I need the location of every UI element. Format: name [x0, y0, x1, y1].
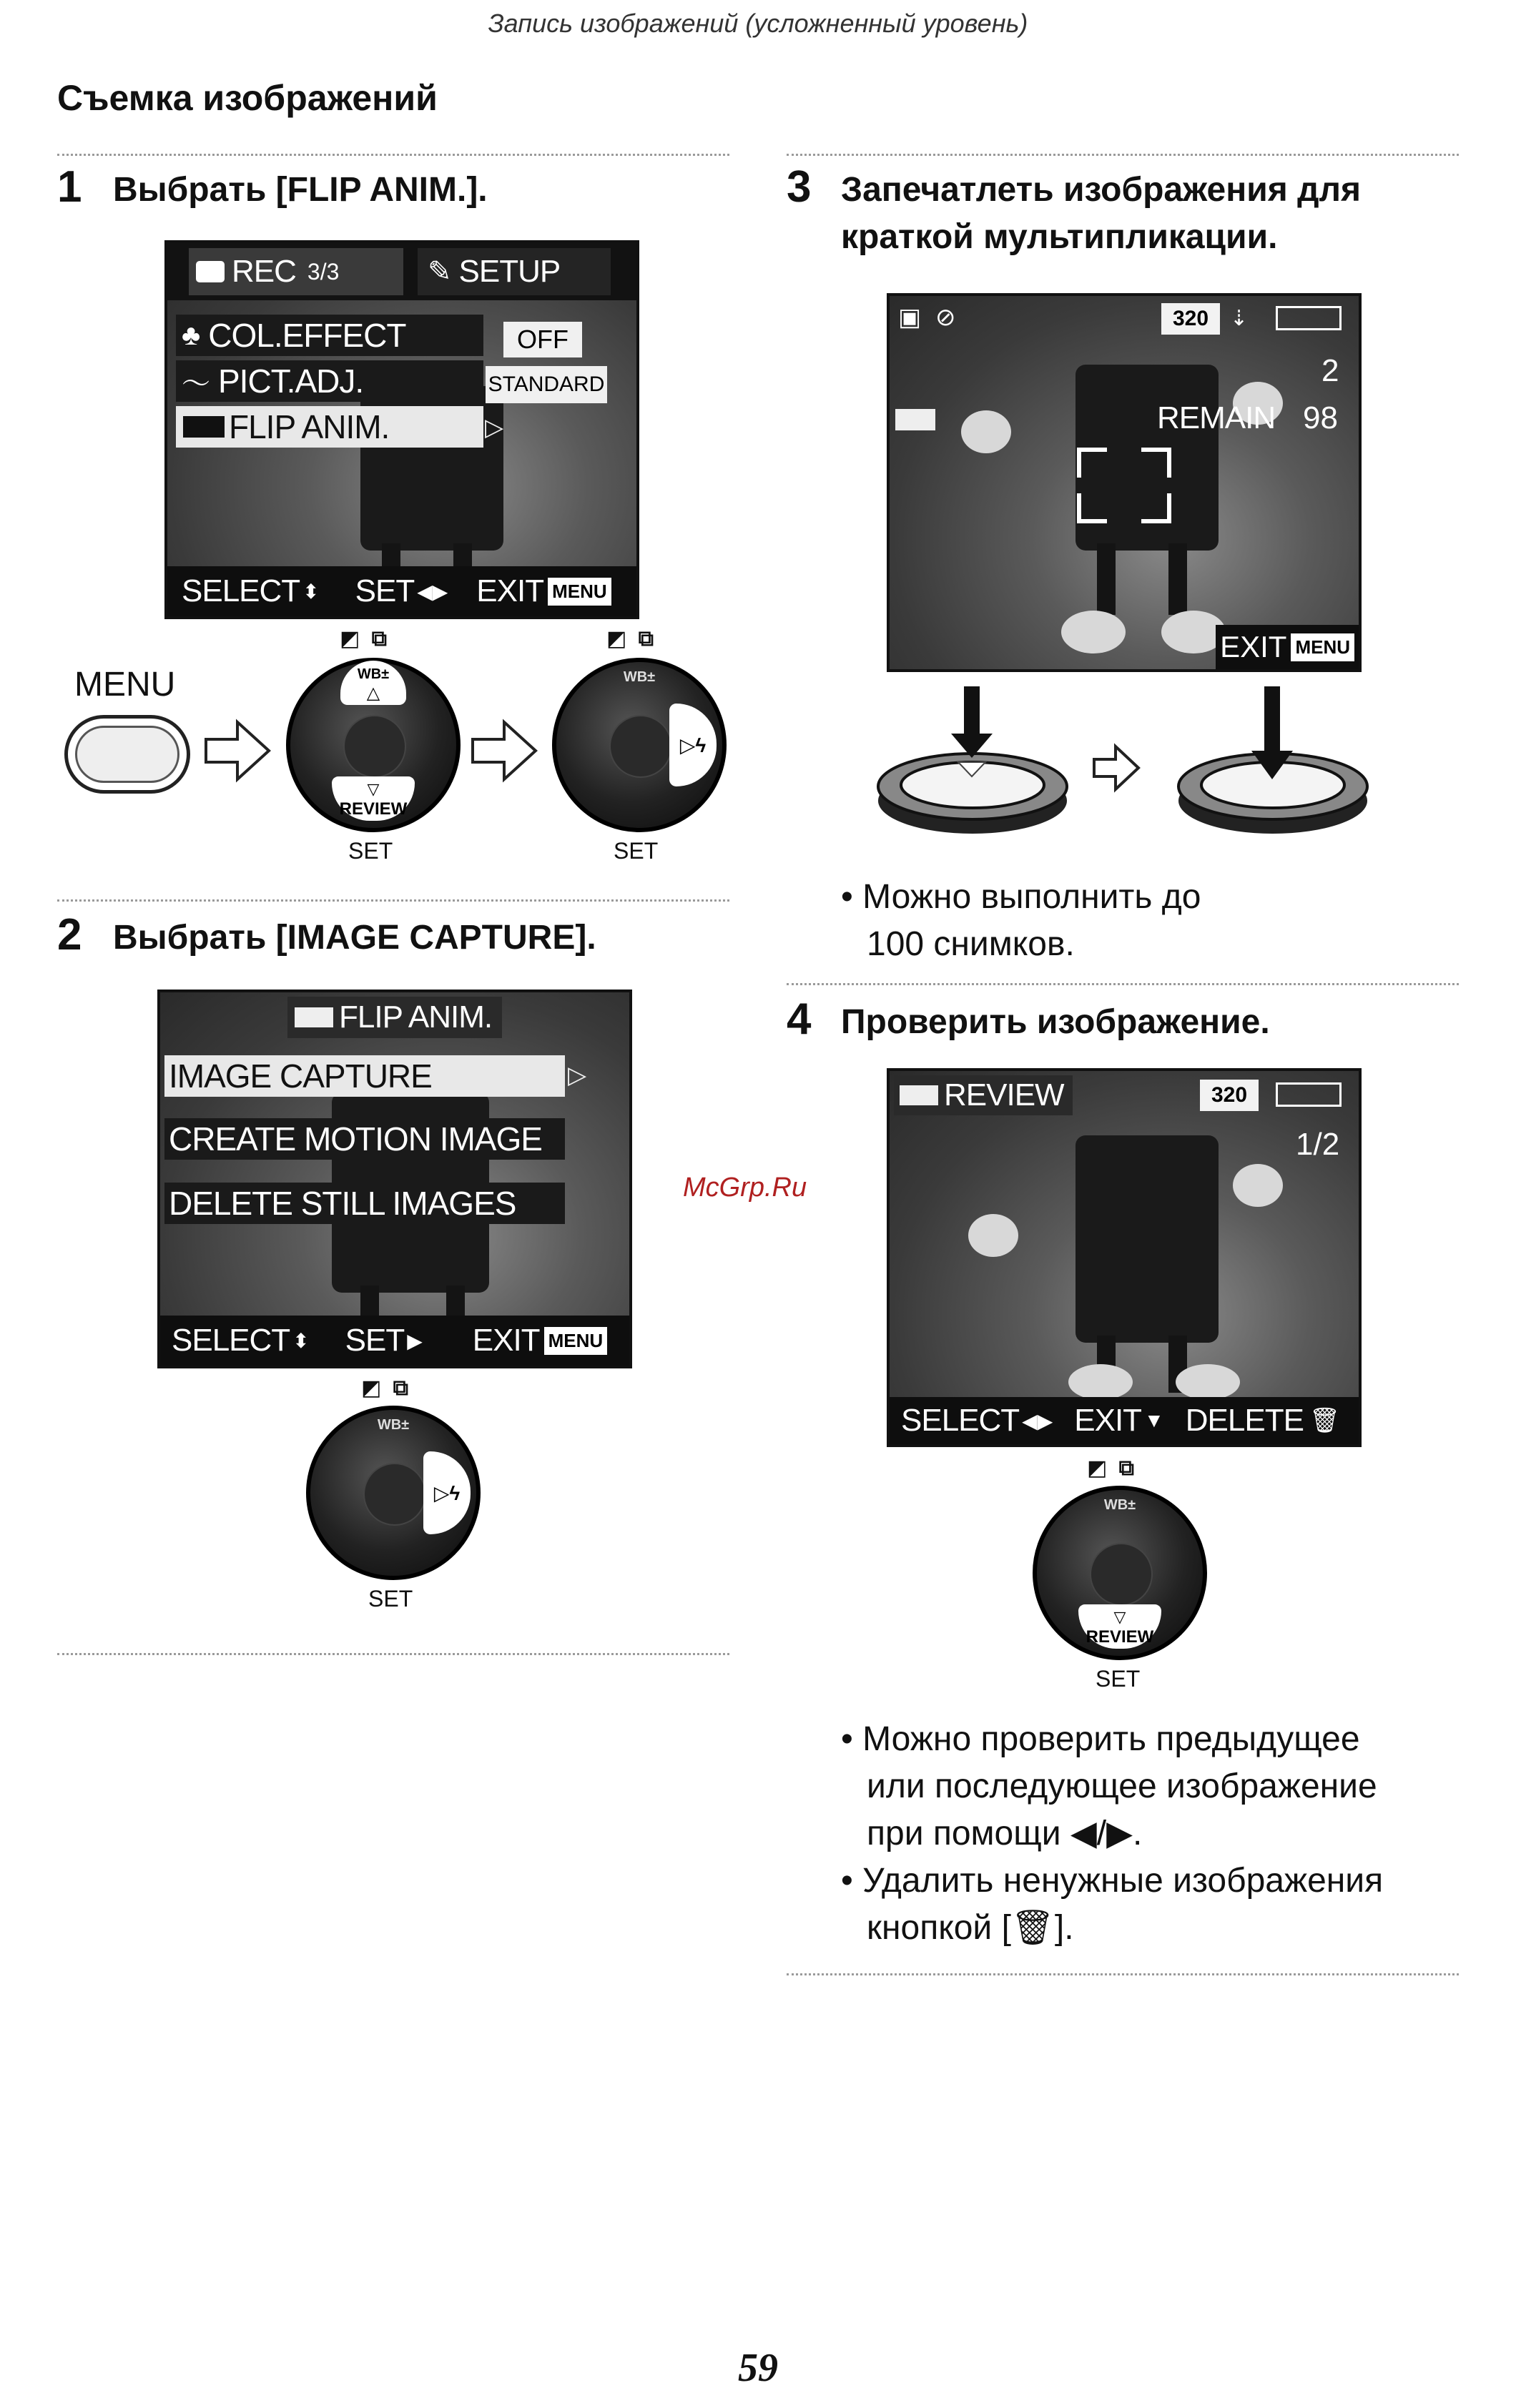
cursor-dial[interactable]	[306, 1406, 481, 1580]
cursor-dial[interactable]	[552, 658, 727, 832]
resolution-badge: 320	[1161, 303, 1220, 335]
cursor-dial[interactable]	[1033, 1486, 1207, 1660]
step3-title-line1: Запечатлеть изображения для	[841, 171, 1362, 209]
step4-note-line5: кнопкой [🗑].	[867, 1909, 1074, 1947]
wb-label: WB±	[1103, 1497, 1136, 1513]
exposure-wb-icons: ◩ ⧉	[361, 1376, 412, 1400]
pict-adj-value: STANDARD	[486, 366, 607, 403]
step1-title: Выбрать [FLIP ANIM.].	[113, 171, 488, 209]
menu-button[interactable]	[64, 715, 190, 794]
set-button[interactable]	[1090, 1543, 1153, 1606]
page-number: 59	[738, 2346, 778, 2390]
set-label: SET	[345, 1323, 405, 1358]
exit-label: EXIT	[1220, 630, 1287, 663]
flip-anim-icon	[895, 409, 935, 430]
trash-icon: 🗑	[1309, 1407, 1341, 1434]
down-button[interactable]: ▽ REVIEW	[332, 776, 415, 821]
tab-rec[interactable]	[189, 248, 403, 295]
step2-lcd-screen	[157, 990, 632, 1368]
wb-label: WB±	[623, 669, 656, 685]
step4-lcd-screen	[887, 1068, 1362, 1447]
step4-note-line4: • Удалить ненужные изображения	[841, 1862, 1384, 1900]
menu-item-label: DELETE STILL IMAGES	[169, 1185, 516, 1222]
wb-label: WB±	[377, 1417, 410, 1433]
col-effect-icon: ♣	[182, 319, 200, 351]
menu-badge: MENU	[548, 578, 611, 606]
shutter-button-full-press	[1178, 686, 1367, 834]
picture-counter: 1/2	[1296, 1127, 1340, 1162]
tab-setup[interactable]	[418, 248, 611, 295]
flip-anim-icon	[900, 1085, 938, 1105]
menu-item-label: PICT.ADJ.	[218, 362, 364, 400]
up-button[interactable]: WB± △	[340, 661, 406, 705]
menu-item-col-effect[interactable]	[176, 315, 483, 356]
delete-label: DELETE	[1185, 1403, 1304, 1438]
battery-icon	[1276, 1082, 1342, 1107]
arrow-right-icon: ▷	[485, 414, 504, 441]
flash-off-icon: ⊘	[935, 304, 956, 331]
shutter-press-diagram	[872, 679, 1387, 844]
menu-item-pict-adj[interactable]	[176, 360, 483, 402]
step4-bottom-bar	[890, 1397, 1359, 1444]
step1-tab-bar	[167, 243, 636, 300]
right-button[interactable]: ▷ϟ	[669, 704, 717, 786]
set-caption: SET	[1096, 1666, 1141, 1692]
divider	[57, 1653, 729, 1655]
cursor-dial[interactable]	[286, 658, 461, 832]
step3-note-line2: 100 снимков.	[867, 925, 1075, 963]
step3-title-line2: краткой мультипликации.	[841, 218, 1278, 256]
step2-bottom-bar	[160, 1316, 629, 1366]
set-button[interactable]	[343, 715, 406, 778]
tab-setup-label: SETUP	[458, 254, 561, 289]
tab-page-label: 3/3	[307, 258, 340, 285]
arrow-right-icon: ▷	[568, 1062, 587, 1089]
af-frame-corner	[1141, 493, 1171, 523]
up-down-arrows-icon: ⬍	[292, 1329, 310, 1352]
exposure-wb-icons: ◩ ⧉	[340, 627, 390, 651]
set-caption: SET	[348, 838, 393, 864]
exit-label: EXIT	[472, 1323, 540, 1358]
shutter-button-half-press	[878, 686, 1067, 834]
set-button[interactable]	[609, 715, 672, 778]
pict-adj-icon: 〜	[182, 367, 210, 400]
section-title: Съемка изображений	[57, 78, 438, 118]
step1-number: 1	[57, 162, 82, 212]
arrow-right-icon	[468, 715, 540, 786]
step1-bottom-bar	[167, 566, 636, 616]
remain-value: 98	[1303, 400, 1338, 435]
picture-count: 2	[1321, 353, 1339, 388]
exit-bar	[1216, 625, 1359, 669]
step1-lcd-screen	[164, 240, 639, 619]
page-header: Запись изображений (усложненный уровень)	[488, 9, 1028, 38]
right-button[interactable]: ▷ϟ	[423, 1451, 471, 1534]
step2-number: 2	[57, 910, 82, 959]
step4-note-line2: или последующее изображение	[867, 1767, 1377, 1805]
review-title-label: REVIEW	[944, 1077, 1064, 1112]
tab-rec-label: REC	[232, 254, 296, 289]
down-arrow-icon: ▼	[1144, 1409, 1164, 1431]
exit-label: EXIT	[1074, 1403, 1142, 1438]
battery-icon	[1276, 306, 1342, 330]
remain-label: REMAIN	[1157, 400, 1276, 435]
menu-badge: MENU	[1291, 633, 1354, 661]
step4-number: 4	[787, 995, 812, 1044]
exposure-wb-icons: ◩ ⧉	[1087, 1456, 1138, 1480]
review-label: REVIEW	[339, 799, 408, 819]
step4-note-line3: при помощи ◀/▶.	[867, 1815, 1143, 1852]
quality-icon: ⇣	[1230, 307, 1249, 330]
af-frame-corner	[1141, 448, 1171, 478]
step3-number: 3	[787, 162, 812, 212]
menu-item-delete-still-images[interactable]	[164, 1183, 565, 1224]
divider	[787, 154, 1459, 156]
set-label: SET	[355, 573, 415, 608]
menu-item-create-motion-image[interactable]	[164, 1118, 565, 1160]
menu-item-label: IMAGE CAPTURE	[169, 1057, 432, 1095]
arrow-right-icon	[1094, 746, 1138, 789]
review-title	[894, 1075, 1073, 1115]
step3-note-line1: • Можно выполнить до	[841, 878, 1201, 916]
resolution-badge: 320	[1200, 1080, 1259, 1111]
set-caption: SET	[368, 1586, 413, 1612]
menu-item-label: CREATE MOTION IMAGE	[169, 1120, 542, 1158]
divider	[57, 899, 729, 902]
menu-item-image-capture[interactable]	[164, 1055, 565, 1097]
exposure-wb-icons: ◩ ⧉	[606, 627, 657, 651]
menu-item-flip-anim[interactable]	[176, 406, 483, 448]
select-label: SELECT	[172, 1323, 290, 1358]
left-right-arrows-icon: ◀▶	[1022, 1409, 1053, 1432]
wb-label: WB±	[357, 666, 390, 682]
divider	[787, 1973, 1459, 1975]
camera-icon: ▣	[898, 304, 922, 331]
af-frame-corner	[1077, 448, 1107, 478]
select-label: SELECT	[182, 573, 300, 608]
menu-item-label: COL.EFFECT	[208, 317, 406, 354]
arrow-right-icon	[202, 715, 273, 786]
wrench-icon: ✎	[428, 256, 452, 287]
up-down-arrows-icon: ⬍	[302, 580, 320, 603]
step2-title: Выбрать [IMAGE CAPTURE].	[113, 919, 596, 957]
step4-note-line1: • Можно проверить предыдущее	[841, 1720, 1360, 1758]
menu-item-label: FLIP ANIM.	[229, 408, 390, 445]
menu-badge: MENU	[544, 1327, 608, 1355]
exit-label: EXIT	[476, 573, 544, 608]
set-button[interactable]	[363, 1463, 426, 1526]
set-caption: SET	[614, 838, 659, 864]
af-frame-corner	[1077, 493, 1107, 523]
step3-lcd-screen	[887, 293, 1362, 672]
menu-title-label: FLIP ANIM.	[339, 1000, 493, 1035]
divider	[57, 154, 729, 156]
col-effect-value: OFF	[503, 322, 582, 357]
right-arrow-icon: ▶	[407, 1329, 423, 1352]
flip-anim-icon	[183, 416, 225, 438]
flip-anim-icon	[295, 1007, 333, 1027]
down-button[interactable]: ▽ REVIEW	[1078, 1604, 1161, 1649]
select-label: SELECT	[901, 1403, 1020, 1438]
step2-menu-title	[287, 997, 502, 1038]
camera-icon	[196, 261, 225, 282]
review-label: REVIEW	[1086, 1627, 1154, 1647]
divider	[787, 983, 1459, 985]
menu-button-label: MENU	[74, 666, 176, 704]
left-right-arrows-icon: ◀▶	[417, 580, 448, 603]
watermark: McGrp.Ru	[683, 1173, 807, 1203]
step4-title: Проверить изображение.	[841, 1003, 1270, 1041]
